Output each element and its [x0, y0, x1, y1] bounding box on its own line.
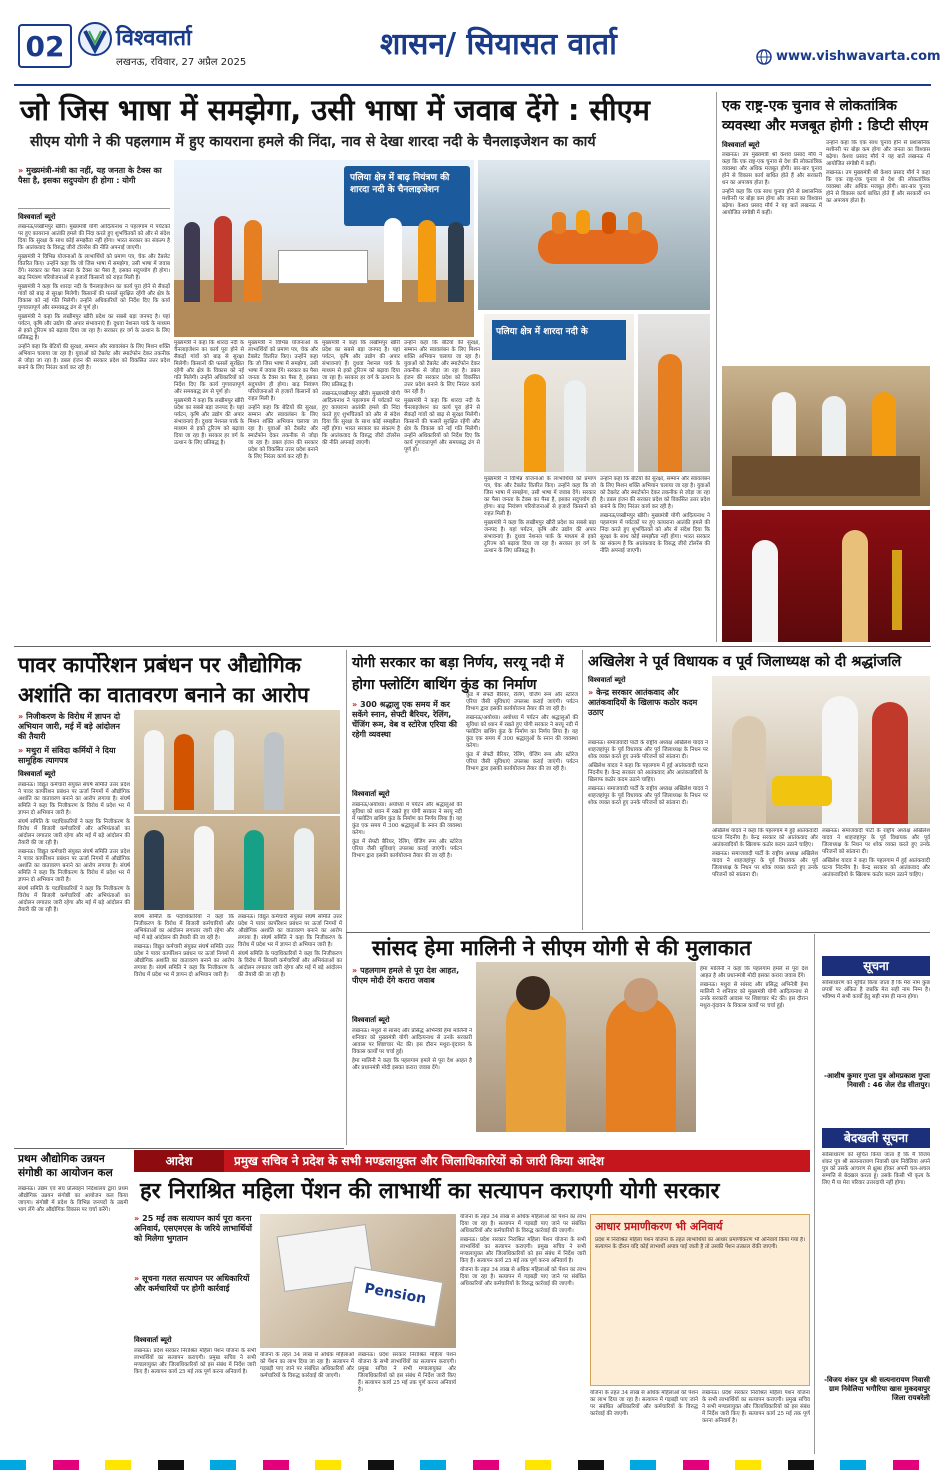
lead-bullet: » मुख्यमंत्री-मंत्री का नहीं, यह जनता के टैक्स का पैसा है, इसका सदुपयोग ही होगा : योगी	[18, 166, 162, 185]
lead-body-col5: उन्होंने कहा कि बेटियों की सुरक्षा, सम्मान और स्वावलंबन के लिए मिशन शक्ति अभियान चलाया जा रहा है। युवाओं को टैबलेट और स्मार्टफोन देकर तकनीक से जोड़ा जा रहा है। डबल इंजन की सरकार प्रदेश को विकसित उत्तर प्रदेश बनाने के लिए निरंतर कार्य कर रही है। मुख्यमंत्री ने कहा कि शारदा नदी के चैनलाइजेशन का कार्य पूरा होने से सैकड़ों गांवों को बाढ़ से सुरक्षा मिलेगी। किसानों की फसलें सुरक्षित रहेंगी और क्षेत्र के विकास को नई गति मिलेगी। उन्होंने अधिकारियों को निर्देश दिए कि कार्य गुणवत्तापूर्ण और समयबद्ध ढंग से पूर्ण हो।	[404, 340, 480, 453]
power-bullet-2: » मथुरा में संविदा कर्मियों ने दिया सामूहिक त्यागपत्र	[18, 746, 116, 765]
hema-photo	[476, 962, 696, 1132]
color-swatch	[289, 1460, 315, 1470]
lead-headline: जो जिस भाषा में समझेगा, उसी भाषा में जवाब देंगे : सीएम	[20, 93, 651, 127]
akhilesh-body-col1: लखनऊ। समाजवादी पार्टी के राष्ट्रीय अध्यक्ष अखिलेश यादव ने शाहजहांपुर के पूर्व विधायक और पूर्व जिलाध्यक्ष के निधन पर शोक व्यक्त करते हुए उनके परिजनों को सांत्वना दी। अखिलेश यादव ने कहा कि पहलगाम में हुई आतंकवादी घटना निंदनीय है। केन्द्र सरकार को आतंकवाद और आतंकवादियों के खिलाफ कठोर कदम उठाने चाहिए। लखनऊ। समाजवादी पार्टी के राष्ट्रीय अध्यक्ष अखिलेश यादव ने शाहजहांपुर के पूर्व विधायक और पूर्व जिलाध्यक्ष के निधन पर शोक व्यक्त करते हुए उनके परिजनों को सांत्वना दी।	[588, 740, 708, 806]
hema-bullet: » पहलगाम हमले से पूरा देश आहत, पीएम मोदी देंगे करारा जवाब	[352, 966, 460, 985]
bedakhali-title-box: बेदखली सूचना	[822, 1128, 930, 1148]
color-swatch	[814, 1460, 840, 1470]
color-swatch	[131, 1460, 157, 1470]
color-swatch	[709, 1460, 735, 1470]
lead-photo-ceremony	[174, 160, 474, 337]
lead-body-col4: मुख्यमंत्री ने कहा कि लखीमपुर खीरी प्रदेश का सबसे बड़ा जनपद है। यहां पर्यटन, कृषि और उद्योग की अपार संभावनाएं हैं। दुधवा नेशनल पार्क के माध्यम से इको टूरिज्म को बढ़ावा दिया जा रहा है। सरकार हर वर्ग के उत्थान के लिए प्रतिबद्ध है। लखनऊ/लखीमपुर खीरी। मुख्यमंत्री योगी आदित्यनाथ ने पहलगाम में पर्यटकों पर हुए कायराना आतंकी हमले की निंदा करते हुए शुभचिंतकों को और से संदेश दिया कि सुरक्षा के साथ कोई समझौता नहीं होगा। भारत सरकार का संकल्प है कि आतंकवाद के विरुद्ध जीरो टॉलरेंस की नीति अपनाई जाएगी।	[322, 340, 400, 446]
color-swatch	[473, 1460, 499, 1470]
color-swatch	[578, 1460, 604, 1470]
side-top-body-col1: लखनऊ। उप मुख्यमंत्री श्री केशव प्रसाद मौर्य ने कहा कि एक राष्ट्र-एक चुनाव से देश की लोकतांत्रिक व्यवस्था और अधिक मजबूत होगी। बार-बार चुनाव होने से विकास कार्य बाधित होते हैं और सरकारी धन का अपव्यय होता है। उन्होंने कहा कि एक साथ चुनाव होने से प्रशासनिक मशीनरी पर बोझ कम होगा और जनता का विश्वास बढ़ेगा। केशव प्रसाद मौर्य ने यह बातें लखनऊ में आयोजित संगोष्ठी में कहीं।	[722, 152, 822, 216]
lead-byline: विश्ववार्ता ब्यूरो	[18, 213, 56, 221]
color-swatch	[630, 1460, 656, 1470]
color-swatch	[919, 1460, 945, 1470]
lead-body-col6: मुख्यमंत्री ने विभिन्न योजनाओं के लाभार्थियों को प्रमाण पत्र, चेक और टैबलेट वितरित किए। उन्होंने कहा कि जो जिस भाषा में समझेगा, उसी भाषा में जवाब देंगे। सरकार का पैसा जनता के टैक्स का पैसा है, इसका सदुपयोग ही होगा। बाढ़ नियंत्रण परियोजनाओं से हजारों किसानों को राहत मिली है। मुख्यमंत्री ने कहा कि लखीमपुर खीरी प्रदेश का सबसे बड़ा जनपद है। यहां पर्यटन, कृषि और उद्योग की अपार संभावनाएं हैं। दुधवा नेशनल पार्क के माध्यम से इको टूरिज्म को बढ़ावा दिया जा रहा है। सरकार हर वर्ग के उत्थान के लिए प्रतिबद्ध है।	[484, 476, 596, 554]
float-body-col1: लखनऊ/अयोध्या। अयोध्या में पर्यटन और श्रद्धालुओं की सुविधा को ध्यान में रखते हुए योगी सरकार ने सरयू नदी में फ्लोटिंग बाथिंग कुंड के निर्माण का निर्णय लिया है। यह कुंड एक समय में 300 श्रद्धालुओं के स्नान की व्यवस्था करेगा। कुंड में सेफ्टी बैरियर, रेलिंग, चेंजिंग रूम और स्टोरेज एरिया जैसी सुविधाएं उपलब्ध कराई जाएंगी। पर्यटन विभाग द्वारा इसकी कार्ययोजना तैयार की जा रही है।	[352, 802, 462, 859]
lead-photo-river-1	[478, 160, 710, 310]
color-swatch	[735, 1460, 761, 1470]
color-swatch	[236, 1460, 262, 1470]
lead-subhead: सीएम योगी ने की पहलगाम में हुए कायराना हमले की निंदा, नाव से देखा शारदा नदी के चैनलाइजेशन का कार्य	[30, 134, 596, 150]
aadesh-box-title: आधार प्रमाणीकरण भी अनिवार्य	[595, 1220, 723, 1233]
aadesh-kicker: प्रमुख सचिव ने प्रदेश के सभी मण्डलायुक्त और जिलाधिकारियों को जारी किया आदेश	[234, 1154, 605, 1168]
lead-body-col7: उन्होंने कहा कि बेटियों की सुरक्षा, सम्मान और स्वावलंबन के लिए मिशन शक्ति अभियान चलाया जा रहा है। युवाओं को टैबलेट और स्मार्टफोन देकर तकनीक से जोड़ा जा रहा है। डबल इंजन की सरकार प्रदेश को विकसित उत्तर प्रदेश बनाने के लिए निरंतर कार्य कर रही है। लखनऊ/लखीमपुर खीरी। मुख्यमंत्री योगी आदित्यनाथ ने पहलगाम में पर्यटकों पर हुए कायराना आतंकी हमले की निंदा करते हुए शुभचिंतकों को और से संदेश दिया कि सुरक्षा के साथ कोई समझौता नहीं होगा। भारत सरकार का संकल्प है कि आतंकवाद के विरुद्ध जीरो टॉलरेंस की नीति अपनाई जाएगी।	[600, 476, 710, 554]
bedakhali-body: सर्वसाधारण को सूचित किया जाता है कि मैं विजय शंकर पुत्र श्री सत्यनारायण निवासी ग्राम निवेलिया अपने पुत्र को उसके आचरण से क्षुब्ध होकर अपनी चल-अचल सम्पत्ति से बेदखल करता हूं। उसके किसी भी कृत्य के लिए मैं या मेरा परिवार उत्तरदायी नहीं होगा।	[822, 1152, 930, 1186]
audyogik-body: लखनऊ। उद्यम एवं संघ प्रोत्साहन निदेशालय द्वारा प्रथम औद्योगिक उन्नयन संगोष्ठी का आयोजन कल किया जाएगा। संगोष्ठी में प्रदेश के विभिन्न जनपदों के उद्यमी भाग लेंगे और औद्योगिक विकास पर चर्चा करेंगे।	[18, 1186, 128, 1213]
aadesh-tag: आदेश	[134, 1150, 224, 1172]
aadesh-photo-pension	[260, 1214, 456, 1348]
aadesh-bullet-1: » 25 मई तक सत्यापन कार्य पूरा करना अनिवार्य, एसएमएस के जरिये लाभार्थियों को मिलेगा भुगतान	[134, 1214, 252, 1243]
float-body-col2: कुंड में सेफ्टी बैरियर, रेलिंग, चेंजिंग रूम और स्टोरेज एरिया जैसी सुविधाएं उपलब्ध कराई जाएंगी। पर्यटन विभाग द्वारा इसकी कार्ययोजना तैयार की जा रही है। लखनऊ/अयोध्या। अयोध्या में पर्यटन और श्रद्धालुओं की सुविधा को ध्यान में रखते हुए योगी सरकार ने सरयू नदी में फ्लोटिंग बाथिंग कुंड के निर्माण का निर्णय लिया है। यह कुंड एक समय में 300 श्रद्धालुओं के स्नान की व्यवस्था करेगा। कुंड में सेफ्टी बैरियर, रेलिंग, चेंजिंग रूम और स्टोरेज एरिया जैसी सुविधाएं उपलब्ध कराई जाएंगी। पर्यटन विभाग द्वारा इसकी कार्ययोजना तैयार की जा रही है।	[466, 692, 578, 772]
color-swatch	[604, 1460, 630, 1470]
section-title: शासन/ सियासत वार्ता	[380, 27, 617, 62]
aadesh-body-col6: लखनऊ। प्रदेश सरकार निराश्रित महिला पेंशन योजना के सभी लाभार्थियों का सत्यापन कराएगी। प्रमुख सचिव ने सभी मण्डलायुक्त और जिलाधिकारियों को इस संबंध में निर्देश जारी किए हैं। सत्यापन कार्य 25 मई तक पूर्ण करना अनिवार्य है।	[702, 1390, 810, 1424]
pension-label: Pension	[363, 1280, 428, 1308]
side-top-headline: एक राष्ट्र-एक चुनाव से लोकतांत्रिक व्यवस्था और मजबूत होगी : डिप्टी सीएम	[722, 98, 929, 134]
power-headline: पावर कार्पोरेशन प्रबंधन पर औद्योगिक अशांति का वातावरण बनाने का आरोप	[18, 653, 309, 707]
akhilesh-headline: अखिलेश ने पूर्व विधायक व पूर्व जिलाध्यक्ष को दी श्रद्धांजलि	[588, 654, 902, 670]
akhilesh-byline: विश्ववार्ता ब्यूरो	[588, 676, 626, 684]
hema-headline: सांसद हेमा मालिनी ने सीएम योगी से की मुलाकात	[372, 936, 752, 960]
color-swatch	[26, 1460, 52, 1470]
power-body-col3: लखनऊ। विद्युत कर्मचारी संयुक्त संघर्ष समिति उत्तर प्रदेश ने पावर कार्पोरेशन प्रबंधन पर ऊर्जा निगमों में औद्योगिक अशांति का वातावरण बनाने का आरोप लगाया है। संघर्ष समिति ने कहा कि निजीकरण के विरोध में प्रदेश भर में ज्ञापन दो अभियान जारी है। संघर्ष समिति के पदाधिकारियों ने कहा कि निजीकरण के विरोध में बिजली कर्मचारियों और अभियंताओं का आंदोलन लगातार जारी रहेगा और मई में बड़े आंदोलन की तैयारी की जा रही है।	[238, 914, 342, 978]
power-body-col2: संघर्ष समिति के पदाधिकारियों ने कहा कि निजीकरण के विरोध में बिजली कर्मचारियों और अभियंताओं का आंदोलन लगातार जारी रहेगा और मई में बड़े आंदोलन की तैयारी की जा रही है। लखनऊ। विद्युत कर्मचारी संयुक्त संघर्ष समिति उत्तर प्रदेश ने पावर कार्पोरेशन प्रबंधन पर ऊर्जा निगमों में औद्योगिक अशांति का वातावरण बनाने का आरोप लगाया है। संघर्ष समिति ने कहा कि निजीकरण के विरोध में प्रदेश भर में ज्ञापन दो अभियान जारी है।	[134, 914, 234, 978]
lead-photo-inauguration: पलिया क्षेत्र में शारदा नदी के	[484, 314, 634, 472]
side-top-body-col2: उन्होंने कहा कि एक साथ चुनाव होने से प्रशासनिक मशीनरी पर बोझ कम होगा और जनता का विश्वास बढ़ेगा। केशव प्रसाद मौर्य ने यह बातें लखनऊ में आयोजित संगोष्ठी में कहीं। लखनऊ। उप मुख्यमंत्री श्री केशव प्रसाद मौर्य ने कहा कि एक राष्ट्र-एक चुनाव से देश की लोकतांत्रिक व्यवस्था और अधिक मजबूत होगी। बार-बार चुनाव होने से विकास कार्य बाधित होते हैं और सरकारी धन का अपव्यय होता है।	[826, 140, 930, 204]
lead-body-col2: मुख्यमंत्री ने कहा कि शारदा नदी के चैनलाइजेशन का कार्य पूरा होने से सैकड़ों गांवों को बाढ़ से सुरक्षा मिलेगी। किसानों की फसलें सुरक्षित रहेंगी और क्षेत्र के विकास को नई गति मिलेगी। उन्होंने अधिकारियों को निर्देश दिए कि कार्य गुणवत्तापूर्ण और समयबद्ध ढंग से पूर्ण हो। मुख्यमंत्री ने कहा कि लखीमपुर खीरी प्रदेश का सबसे बड़ा जनपद है। यहां पर्यटन, कृषि और उद्योग की अपार संभावनाएं हैं। दुधवा नेशनल पार्क के माध्यम से इको टूरिज्म को बढ़ावा दिया जा रहा है। सरकार हर वर्ग के उत्थान के लिए प्रतिबद्ध है।	[174, 340, 244, 446]
aadesh-box-body: प्रदेश में निराश्रित महिला पेंशन योजना के तहत लाभार्थियों का आधार प्रमाणीकरण भी अनिवार्य किया गया है। सत्यापन के दौरान यदि कोई लाभार्थी अपात्र पाई जाती है तो उसकी पेंशन तत्काल रोकी जाएगी।	[595, 1237, 805, 1250]
akhilesh-body-col3: लखनऊ। समाजवादी पार्टी के राष्ट्रीय अध्यक्ष अखिलेश यादव ने शाहजहांपुर के पूर्व विधायक और पूर्व जिलाध्यक्ष के निधन पर शोक व्यक्त करते हुए उनके परिजनों को सांत्वना दी। अखिलेश यादव ने कहा कि पहलगाम में हुई आतंकवादी घटना निंदनीय है। केन्द्र सरकार को आतंकवाद और आतंकवादियों के खिलाफ कठोर कदम उठाने चाहिए।	[822, 828, 930, 878]
akhilesh-body-col2: अखिलेश यादव ने कहा कि पहलगाम में हुई आतंकवादी घटना निंदनीय है। केन्द्र सरकार को आतंकवाद और आतंकवादियों के खिलाफ कठोर कदम उठाने चाहिए। लखनऊ। समाजवादी पार्टी के राष्ट्रीय अध्यक्ष अखिलेश यादव ने शाहजहांपुर के पूर्व विधायक और पूर्व जिलाध्यक्ष के निधन पर शोक व्यक्त करते हुए उनके परिजनों को सांत्वना दी।	[712, 828, 818, 878]
lead-photo-tablet	[638, 314, 710, 472]
audyogik-headline: प्रथम औद्योगिक उन्नयन संगोष्ठी का आयोजन कल	[18, 1153, 113, 1179]
color-swatch	[105, 1460, 131, 1470]
color-swatch	[184, 1460, 210, 1470]
aadesh-body-col4: योजना के तहत 34 लाख से अधिक महिलाओं को पेंशन का लाभ दिया जा रहा है। सत्यापन में गड़बड़ी पाए जाने पर संबंधित अधिकारियों और कर्मचारियों के विरुद्ध कार्रवाई की जाएगी। लखनऊ। प्रदेश सरकार निराश्रित महिला पेंशन योजना के सभी लाभार्थियों का सत्यापन कराएगी। प्रमुख सचिव ने सभी मण्डलायुक्त और जिलाधिकारियों को इस संबंध में निर्देश जारी किए हैं। सत्यापन कार्य 25 मई तक पूर्ण करना अनिवार्य है। योजना के तहत 34 लाख से अधिक महिलाओं को पेंशन का लाभ दिया जा रहा है। सत्यापन में गड़बड़ी पाए जाने पर संबंधित अधिकारियों और कर्मचारियों के विरुद्ध कार्रवाई की जाएगी।	[460, 1214, 586, 1287]
color-swatch	[840, 1460, 866, 1470]
color-swatch	[761, 1460, 787, 1470]
color-swatch	[315, 1460, 341, 1470]
akhilesh-bullet: » केन्द्र सरकार आतंकवाद और आतंकवादियों के खिलाफ कठोर कदम उठाए	[588, 688, 698, 717]
paper-name: विश्ववार्ता	[116, 26, 192, 51]
aadesh-body-col3: लखनऊ। प्रदेश सरकार निराश्रित महिला पेंशन योजना के सभी लाभार्थियों का सत्यापन कराएगी। प्रमुख सचिव ने सभी मण्डलायुक्त और जिलाधिकारियों को इस संबंध में निर्देश जारी किए हैं। सत्यापन कार्य 25 मई तक पूर्ण करना अनिवार्य है।	[358, 1352, 456, 1393]
aadesh-body-col2: योजना के तहत 34 लाख से अधिक महिलाओं को पेंशन का लाभ दिया जा रहा है। सत्यापन में गड़बड़ी पाए जाने पर संबंधित अधिकारियों और कर्मचारियों के विरुद्ध कार्रवाई की जाएगी।	[260, 1352, 354, 1379]
stage-banner: पलिया क्षेत्र में बाढ़ नियंत्रण की शारदा नदी के चैनलाइजेशन	[344, 166, 470, 226]
lead-body-col3: मुख्यमंत्री ने विभिन्न योजनाओं के लाभार्थियों को प्रमाण पत्र, चेक और टैबलेट वितरित किए। उन्होंने कहा कि जो जिस भाषा में समझेगा, उसी भाषा में जवाब देंगे। सरकार का पैसा जनता के टैक्स का पैसा है, इसका सदुपयोग ही होगा। बाढ़ नियंत्रण परियोजनाओं से हजारों किसानों को राहत मिली है। उन्होंने कहा कि बेटियों की सुरक्षा, सम्मान और स्वावलंबन के लिए मिशन शक्ति अभियान चलाया जा रहा है। युवाओं को टैबलेट और स्मार्टफोन देकर तकनीक से जोड़ा जा रहा है। डबल इंजन की सरकार प्रदेश को विकसित उत्तर प्रदेश बनाने के लिए निरंतर कार्य कर रही है।	[248, 340, 318, 460]
color-swatch	[551, 1460, 577, 1470]
color-swatch	[79, 1460, 105, 1470]
aadesh-body-col5: योजना के तहत 34 लाख से अधिक महिलाओं को पेंशन का लाभ दिया जा रहा है। सत्यापन में गड़बड़ी पाए जाने पर संबंधित अधिकारियों और कर्मचारियों के विरुद्ध कार्रवाई की जाएगी।	[590, 1390, 698, 1417]
bedakhali-sign: -विजय शंकर पुत्र श्री सत्यनारायण निवासी ग्राम निवेलिया भगौरिया खास मुकदवापुर जिला रायबरेली	[824, 1376, 930, 1402]
dateline: लखनऊ, रविवार, 27 अप्रैल 2025	[116, 57, 247, 68]
power-bullet-1: » निजीकरण के विरोध में ज्ञापन दो अभियान जारी, मई में बड़े आंदोलन की तैयारी	[18, 712, 121, 741]
aadesh-byline: विश्ववार्ता ब्यूरो	[134, 1336, 172, 1344]
page-header	[0, 0, 945, 90]
color-swatch	[158, 1460, 184, 1470]
suchna-title-box: सूचना	[822, 956, 930, 976]
akhilesh-photo	[712, 676, 930, 824]
power-body-col1: लखनऊ। विद्युत कर्मचारी संयुक्त संघर्ष समिति उत्तर प्रदेश ने पावर कार्पोरेशन प्रबंधन पर ऊर्जा निगमों में औद्योगिक अशांति का वातावरण बनाने का आरोप लगाया है। संघर्ष समिति ने कहा कि निजीकरण के विरोध में प्रदेश भर में ज्ञापन दो अभियान जारी है। संघर्ष समिति के पदाधिकारियों ने कहा कि निजीकरण के विरोध में बिजली कर्मचारियों और अभियंताओं का आंदोलन लगातार जारी रहेगा और मई में बड़े आंदोलन की तैयारी की जा रही है। लखनऊ। विद्युत कर्मचारी संयुक्त संघर्ष समिति उत्तर प्रदेश ने पावर कार्पोरेशन प्रबंधन पर ऊर्जा निगमों में औद्योगिक अशांति का वातावरण बनाने का आरोप लगाया है। संघर्ष समिति ने कहा कि निजीकरण के विरोध में प्रदेश भर में ज्ञापन दो अभियान जारी है। संघर्ष समिति के पदाधिकारियों ने कहा कि निजीकरण के विरोध में बिजली कर्मचारियों और अभियंताओं का आंदोलन लगातार जारी रहेगा और मई में बड़े आंदोलन की तैयारी की जा रही है।	[18, 782, 130, 913]
color-swatch	[446, 1460, 472, 1470]
color-swatch	[210, 1460, 236, 1470]
side-top-photo-lamp	[722, 510, 930, 642]
suchna-sign: -आशीष कुमार गुप्ता पुत्र ओमप्रकाश गुप्ता निवासी : 46 जेल रोड सीतापुर।	[823, 1072, 930, 1089]
hema-body-col2: हेमा मालिनी ने कहा कि पहलगाम हमले से पूरा देश आहत है और प्रधानमंत्री मोदी इसका करारा जवाब देंगे। लखनऊ। मथुरा से सांसद और प्रसिद्ध अभिनेत्री हेमा मालिनी ने शनिवार को मुख्यमंत्री योगी आदित्यनाथ से उनके सरकारी आवास पर शिष्टाचार भेंट की। इस दौरान मथुरा-वृंदावन के विकास कार्यों पर चर्चा हुई।	[700, 966, 808, 1009]
color-registration-strip	[0, 1460, 945, 1470]
lead-body-col1: लखनऊ/लखीमपुर खीरी। मुख्यमंत्री योगी आदित्यनाथ ने पहलगाम में पर्यटकों पर हुए कायराना आतंकी हमले की निंदा करते हुए शुभचिंतकों को और से संदेश दिया कि सुरक्षा के साथ कोई समझौता नहीं होगा। भारत सरकार का संकल्प है कि आतंकवाद के विरुद्ध जीरो टॉलरेंस की नीति अपनाई जाएगी। मुख्यमंत्री ने विभिन्न योजनाओं के लाभार्थियों को प्रमाण पत्र, चेक और टैबलेट वितरित किए। उन्होंने कहा कि जो जिस भाषा में समझेगा, उसी भाषा में जवाब देंगे। सरकार का पैसा जनता के टैक्स का पैसा है, इसका सदुपयोग ही होगा। बाढ़ नियंत्रण परियोजनाओं से हजारों किसानों को राहत मिली है। मुख्यमंत्री ने कहा कि शारदा नदी के चैनलाइजेशन का कार्य पूरा होने से सैकड़ों गांवों को बाढ़ से सुरक्षा मिलेगी। किसानों की फसलें सुरक्षित रहेंगी और क्षेत्र के विकास को नई गति मिलेगी। उन्होंने अधिकारियों को निर्देश दिए कि कार्य गुणवत्तापूर्ण और समयबद्ध ढंग से पूर्ण हो। मुख्यमंत्री ने कहा कि लखीमपुर खीरी प्रदेश का सबसे बड़ा जनपद है। यहां पर्यटन, कृषि और उद्योग की अपार संभावनाएं हैं। दुधवा नेशनल पार्क के माध्यम से इको टूरिज्म को बढ़ावा दिया जा रहा है। सरकार हर वर्ग के उत्थान के लिए प्रतिबद्ध है। उन्होंने कहा कि बेटियों की सुरक्षा, सम्मान और स्वावलंबन के लिए मिशन शक्ति अभियान चलाया जा रहा है। युवाओं को टैबलेट और स्मार्टफोन देकर तकनीक से जोड़ा जा रहा है। डबल इंजन की सरकार प्रदेश को विकसित उत्तर प्रदेश बनाने के लिए निरंतर कार्य कर रही है।	[18, 224, 170, 371]
float-bullet: » 300 श्रद्धालु एक समय में कर सकेंगे स्नान, सेफ्टी बैरियर, रेलिंग, चेंजिंग रूम, वेब व स्टोरेज एरिया की रहेगी व्यवस्था	[352, 700, 457, 739]
side-top-photo-hall	[722, 366, 930, 506]
aadesh-headline: हर निराश्रित महिला पेंशन की लाभार्थी का सत्यापन कराएगी योगी सरकार	[140, 1179, 720, 1204]
page-number: 02	[18, 24, 72, 68]
hema-byline: विश्ववार्ता ब्यूरो	[352, 1016, 390, 1024]
suchna-body: सर्वसाधारण को सूचित किया जाता है कि मेरा नाम कुछ प्रपत्रों पर अंकित है जबकि मेरा सही नाम निम्न है। भविष्य में सभी कार्यों हेतु सही नाम ही मान्य होगा।	[822, 980, 930, 1000]
color-swatch	[499, 1460, 525, 1470]
color-swatch	[420, 1460, 446, 1470]
color-swatch	[893, 1460, 919, 1470]
globe-icon	[756, 49, 772, 65]
color-swatch	[368, 1460, 394, 1470]
color-swatch	[0, 1460, 26, 1470]
aadesh-body-col1: लखनऊ। प्रदेश सरकार निराश्रित महिला पेंशन योजना के सभी लाभार्थियों का सत्यापन कराएगी। प्रमुख सचिव ने सभी मण्डलायुक्त और जिलाधिकारियों को इस संबंध में निर्देश जारी किए हैं। सत्यापन कार्य 25 मई तक पूर्ण करना अनिवार्य है।	[134, 1348, 256, 1375]
color-swatch	[53, 1460, 79, 1470]
float-headline: योगी सरकार का बड़ा निर्णय, सरयू नदी में होगा फ्लोटिंग बाथिंग कुंड का निर्माण	[352, 655, 564, 693]
color-swatch	[525, 1460, 551, 1470]
color-swatch	[788, 1460, 814, 1470]
power-byline: विश्ववार्ता ब्यूरो	[18, 770, 56, 778]
power-photo-memorandum	[134, 710, 340, 910]
color-swatch	[263, 1460, 289, 1470]
hema-body-col1: लखनऊ। मथुरा से सांसद और प्रसिद्ध अभिनेत्री हेमा मालिनी ने शनिवार को मुख्यमंत्री योगी आदित्यनाथ से उनके सरकारी आवास पर शिष्टाचार भेंट की। इस दौरान मथुरा-वृंदावन के विकास कार्यों पर चर्चा हुई। हेमा मालिनी ने कहा कि पहलगाम हमले से पूरा देश आहत है और प्रधानमंत्री मोदी इसका करारा जवाब देंगे।	[352, 1028, 472, 1071]
website[interactable]: www.vishwavarta.com	[776, 49, 941, 64]
aadesh-bullet-2: » सूचना गलत सत्यापन पर अधिकारियों और कर्मचारियों पर होगी कार्रवाई	[134, 1274, 250, 1293]
float-byline: विश्ववार्ता ब्यूरो	[352, 790, 390, 798]
color-swatch	[341, 1460, 367, 1470]
paper-logo-icon	[78, 22, 112, 56]
side-top-byline: विश्ववार्ता ब्यूरो	[722, 141, 760, 149]
color-swatch	[683, 1460, 709, 1470]
color-swatch	[656, 1460, 682, 1470]
aadesh-box	[590, 1214, 810, 1386]
color-swatch	[866, 1460, 892, 1470]
color-swatch	[394, 1460, 420, 1470]
